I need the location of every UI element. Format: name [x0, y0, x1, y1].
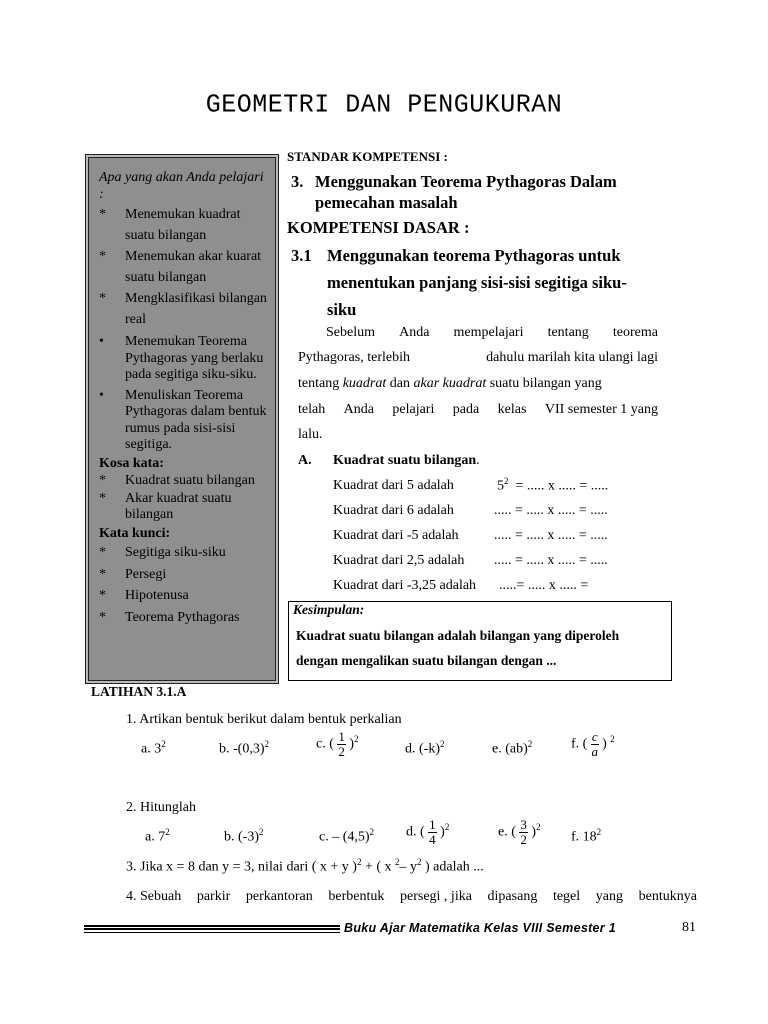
- kesimpulan-line2: dengan mengalikan suatu bilangan dengan ...: [296, 653, 557, 668]
- kesimpulan-label: Kesimpulan:: [293, 602, 365, 617]
- q1-item-c: c. ( $\frac{1}{2}$ )$^2$: [316, 729, 359, 759]
- intro-line-3: tentang kuadrat dan akar kuadrat suatu bilangan yang: [298, 376, 602, 391]
- kuadrat-row: Kuadrat dari -3,25 adalah: [333, 578, 477, 593]
- kuadrat-row: Kuadrat dari 5 adalah: [333, 478, 454, 493]
- footer-book-title: Buku Ajar Matematika Kelas VIII Semester 1: [344, 921, 616, 935]
- kompetensi-num: 3.1: [291, 246, 312, 265]
- q1-item-b: b. $-(0,3)^2$: [219, 739, 269, 757]
- kosa-kata-label: Kosa kata:: [99, 455, 164, 471]
- sidebar-item: * Menemukan kuadrat suatu bilangan: [99, 207, 241, 243]
- intro-line-5: lalu.: [298, 427, 323, 442]
- q1-item-d: d. $(-k)^2$: [405, 739, 445, 757]
- kesimpulan-line1: Kuadrat suatu bilangan adalah bilangan yang diperoleh: [296, 628, 620, 643]
- kompetensi-line3: siku: [327, 300, 357, 319]
- q2-item-a: a. $7^2$: [145, 827, 170, 845]
- standar-label: STANDAR KOMPETENSI :: [287, 149, 448, 164]
- section-a-letter: A.: [298, 453, 312, 468]
- intro-line-4: telah Anda pelajari pada kelas VII semester 1 yang: [298, 402, 658, 417]
- q1-item-f: f. ( $\frac{c}{a}$ ) $^2$: [571, 729, 615, 759]
- standar-line1: Menggunakan Teorema Pythagoras Dalam: [315, 172, 617, 191]
- kompetensi-label: KOMPETENSI DASAR :: [287, 218, 470, 237]
- question-2: 2. Hitunglah: [126, 800, 196, 815]
- kuadrat-row-expr: $5^2$ = ..... x ..... = .....: [497, 476, 609, 494]
- q2-item-e: e. ( $\frac{3}{2}$ )$^2$: [498, 817, 541, 847]
- q1-item-a: a. $3^2$: [141, 739, 166, 757]
- latihan-label: LATIHAN 3.1.A: [91, 684, 187, 699]
- kata-kunci-item: * Segitiga siku-siku: [99, 545, 226, 560]
- question-3: 3. Jika x = 8 dan y = 3, nilai dari ( x + y )$^2$ + ( x $^2$– $y^2$ ) adalah ...: [126, 857, 484, 875]
- intro-line-2: Pythagoras, terlebih dahulu marilah kita ulangi lagi: [298, 350, 658, 365]
- kosa-kata-item: * Kuadrat suatu bilangan: [99, 473, 255, 488]
- section-a-title: Kuadrat suatu bilangan.: [333, 453, 480, 468]
- sidebar-item: • Menuliskan Teorema Pythagoras dalam bentuk rumus pada sisi-sisi segitiga.: [99, 387, 267, 452]
- kuadrat-row-expr: ..... = ..... x ..... = .....: [494, 528, 608, 543]
- sidebar-item: • Menemukan Teorema Pythagoras yang berlaku pada segitiga siku-siku.: [99, 334, 264, 382]
- kuadrat-row-expr: ..... = ..... x ..... = .....: [494, 503, 608, 518]
- sidebar-heading: Apa yang akan Anda pelajari :: [99, 170, 264, 202]
- kuadrat-row: Kuadrat dari -5 adalah: [333, 528, 459, 543]
- kosa-kata-item: * Akar kuadrat suatu bilangan: [99, 490, 232, 522]
- q1-item-e: e. (ab)$^2$: [492, 739, 533, 757]
- kata-kunci-label: Kata kunci:: [99, 525, 171, 541]
- q2-item-c: c. – $(4,5)^2$: [319, 827, 375, 845]
- kompetensi-line1: Menggunakan teorema Pythagoras untuk: [327, 246, 621, 265]
- kuadrat-row: Kuadrat dari 2,5 adalah: [333, 553, 465, 568]
- footer-rule: [84, 925, 340, 935]
- q2-item-b: b. $(-3)^2$: [224, 827, 264, 845]
- standar-line2: pemecahan masalah: [315, 193, 458, 212]
- q2-item-f: f. $18^2$: [571, 827, 602, 845]
- sidebar-box: [88, 157, 276, 681]
- sidebar-item: * Mengklasifikasi bilangan real: [99, 291, 267, 327]
- page-number: 81: [682, 920, 696, 935]
- kata-kunci-item: * Persegi: [99, 566, 167, 582]
- kuadrat-row-expr: .....= ..... x ..... =: [499, 578, 589, 593]
- page-title: GEOMETRI DAN PENGUKURAN: [205, 89, 563, 120]
- question-4: 4. Sebuah parkir perkantoran berbentuk persegi , jika dipasang tegel yang bentuknya: [126, 889, 697, 904]
- sidebar-item: * Menemukan akar kuarat suatu bilangan: [99, 249, 262, 285]
- kuadrat-row: Kuadrat dari 6 adalah: [333, 503, 454, 518]
- kuadrat-row-expr: ..... = ..... x ..... = .....: [494, 553, 608, 568]
- question-1: 1. Artikan bentuk berikut dalam bentuk perkalian: [126, 712, 402, 727]
- kata-kunci-item: * Hipotenusa: [99, 588, 189, 603]
- kompetensi-line2: menentukan panjang sisi-sisi segitiga siku-: [327, 273, 627, 292]
- intro-line-1: Sebelum Anda mempelajari tentang teorema: [326, 325, 658, 340]
- standar-num: 3.: [291, 172, 304, 191]
- q2-item-d: d. ( $\frac{1}{4}$ )$^2$: [406, 817, 450, 847]
- kata-kunci-item: * Teorema Pythagoras: [99, 609, 240, 625]
